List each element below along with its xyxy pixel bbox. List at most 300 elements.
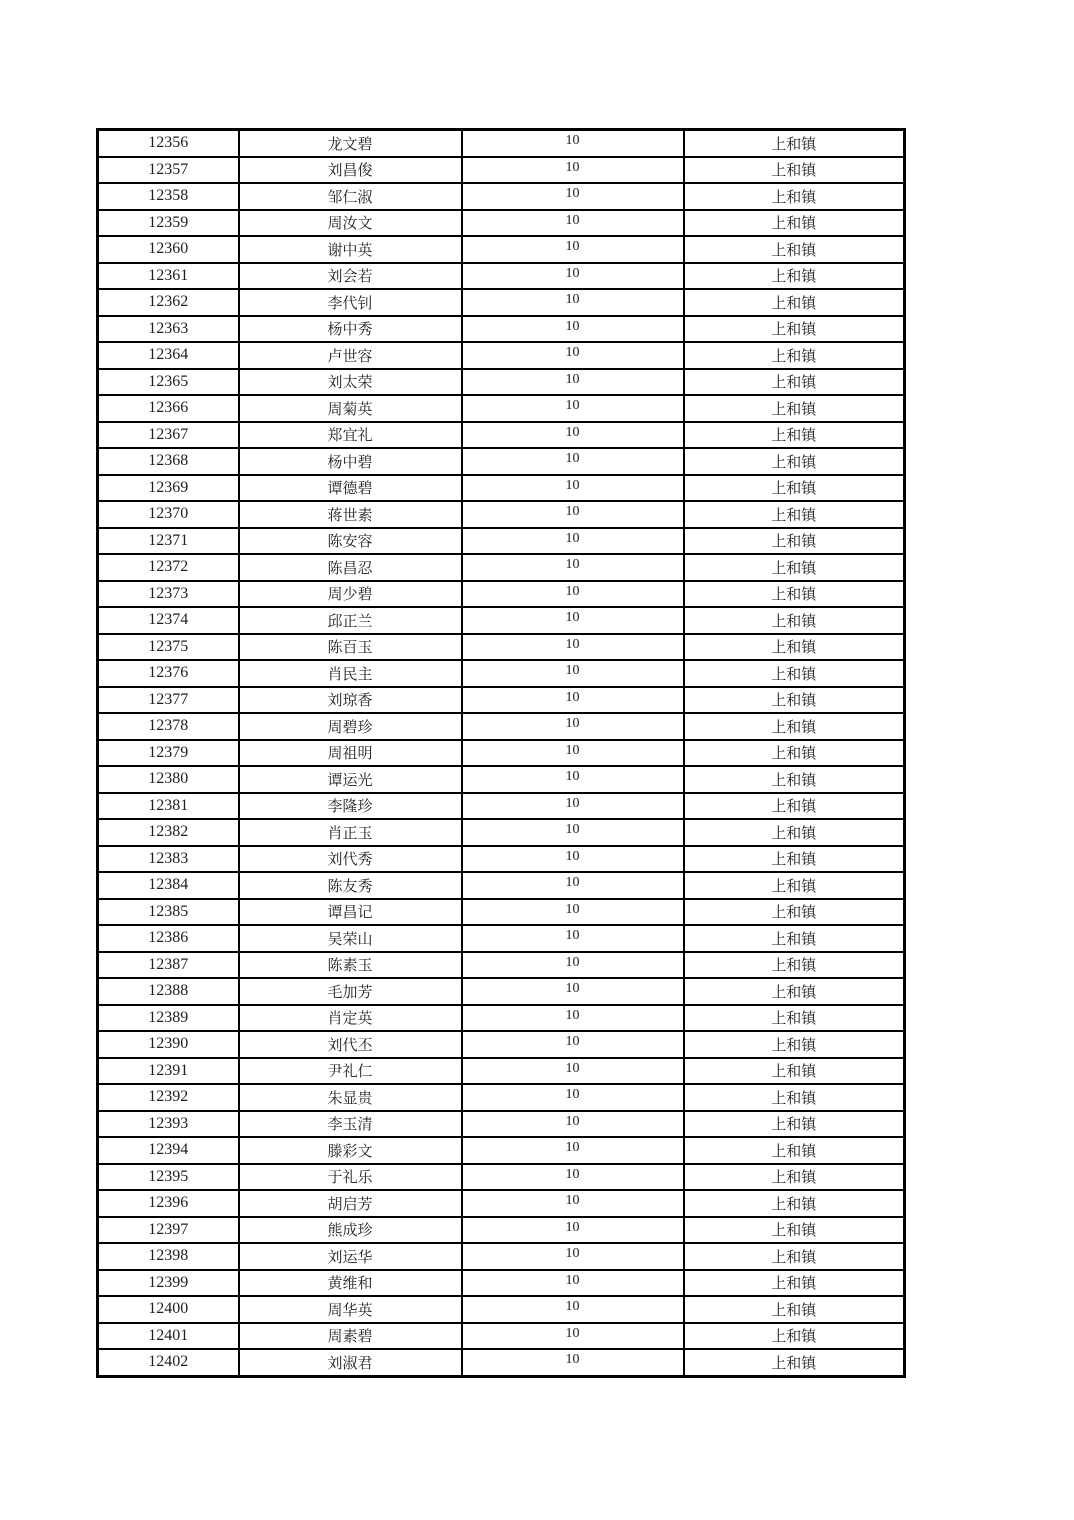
name-text: 卢世容	[327, 348, 373, 365]
cell-id	[98, 1217, 239, 1244]
id-text: 12391	[148, 1061, 189, 1079]
cell-town	[684, 501, 905, 528]
cell-town	[684, 289, 905, 316]
id-text: 12383	[148, 849, 189, 867]
cell-value	[462, 713, 684, 740]
cell-town	[684, 157, 905, 184]
table-row	[98, 316, 905, 343]
cell-id	[98, 210, 239, 237]
value-text: 10	[565, 398, 580, 414]
id-text: 12400	[148, 1300, 189, 1318]
town-text: 上和镇	[771, 1249, 817, 1266]
table-row	[98, 687, 905, 714]
cell-town	[684, 952, 905, 979]
id-text: 12390	[148, 1035, 189, 1053]
cell-name	[239, 130, 462, 157]
table-row	[98, 369, 905, 396]
table-row	[98, 925, 905, 952]
cell-name	[239, 1217, 462, 1244]
value-text: 10	[565, 1219, 580, 1235]
id-text: 12380	[148, 770, 189, 788]
cell-town	[684, 395, 905, 422]
id-text: 12360	[148, 240, 189, 258]
value-text: 10	[565, 159, 580, 175]
table-row	[98, 1323, 905, 1350]
table-row	[98, 978, 905, 1005]
town-text: 上和镇	[771, 269, 817, 286]
value-text: 10	[565, 345, 580, 361]
table-row	[98, 1111, 905, 1138]
cell-id	[98, 1137, 239, 1164]
town-text: 上和镇	[771, 428, 817, 445]
id-text: 12358	[148, 187, 189, 205]
cell-town	[684, 422, 905, 449]
value-text: 10	[565, 557, 580, 573]
name-text: 周少碧	[327, 587, 373, 604]
value-text: 10	[565, 795, 580, 811]
cell-name	[239, 316, 462, 343]
value-text: 10	[565, 292, 580, 308]
cell-name	[239, 369, 462, 396]
cell-name	[239, 1031, 462, 1058]
name-text: 陈昌忍	[327, 560, 373, 577]
cell-name	[239, 1084, 462, 1111]
table-row	[98, 289, 905, 316]
cell-id	[98, 130, 239, 157]
cell-id	[98, 1323, 239, 1350]
id-text: 12374	[148, 611, 189, 629]
id-text: 12366	[148, 399, 189, 417]
cell-id	[98, 157, 239, 184]
cell-town	[684, 1243, 905, 1270]
town-text: 上和镇	[771, 242, 817, 259]
cell-town	[684, 210, 905, 237]
cell-name	[239, 1243, 462, 1270]
cell-name	[239, 554, 462, 581]
table-row	[98, 766, 905, 793]
name-text: 肖正玉	[327, 825, 373, 842]
name-text: 陈友秀	[327, 878, 373, 895]
value-text: 10	[565, 1299, 580, 1315]
table-row	[98, 528, 905, 555]
cell-value	[462, 1031, 684, 1058]
id-text: 12395	[148, 1167, 189, 1185]
town-text: 上和镇	[771, 401, 817, 418]
cell-town	[684, 1137, 905, 1164]
cell-name	[239, 925, 462, 952]
value-text: 10	[565, 954, 580, 970]
cell-town	[684, 1111, 905, 1138]
town-text: 上和镇	[771, 799, 817, 816]
name-text: 谭昌记	[327, 905, 373, 922]
cell-town	[684, 1190, 905, 1217]
cell-town	[684, 819, 905, 846]
cell-town	[684, 740, 905, 767]
cell-town	[684, 1084, 905, 1111]
town-text: 上和镇	[771, 772, 817, 789]
name-text: 毛加芳	[327, 984, 373, 1001]
value-text: 10	[565, 1140, 580, 1156]
town-text: 上和镇	[771, 507, 817, 524]
name-text: 周祖明	[327, 746, 373, 763]
town-text: 上和镇	[771, 534, 817, 551]
cell-name	[239, 846, 462, 873]
town-text: 上和镇	[771, 1064, 817, 1081]
cell-name	[239, 448, 462, 475]
town-text: 上和镇	[771, 1329, 817, 1346]
cell-name	[239, 1111, 462, 1138]
value-text: 10	[565, 530, 580, 546]
value-text: 10	[565, 212, 580, 228]
cell-value	[462, 1190, 684, 1217]
cell-name	[239, 1005, 462, 1032]
cell-id	[98, 263, 239, 290]
town-text: 上和镇	[771, 189, 817, 206]
cell-value	[462, 793, 684, 820]
value-text: 10	[565, 265, 580, 281]
cell-id	[98, 687, 239, 714]
cell-id	[98, 1031, 239, 1058]
cell-id	[98, 1349, 239, 1376]
name-text: 朱显贵	[327, 1090, 373, 1107]
cell-town	[684, 1031, 905, 1058]
table-row	[98, 1243, 905, 1270]
cell-name	[239, 899, 462, 926]
cell-town	[684, 263, 905, 290]
value-text: 10	[565, 1193, 580, 1209]
table-row	[98, 1164, 905, 1191]
cell-value	[462, 130, 684, 157]
table-row	[98, 713, 905, 740]
cell-name	[239, 581, 462, 608]
cell-value	[462, 819, 684, 846]
cell-id	[98, 1164, 239, 1191]
town-text: 上和镇	[771, 216, 817, 233]
id-text: 12368	[148, 452, 189, 470]
cell-id	[98, 634, 239, 661]
id-text: 12378	[148, 717, 189, 735]
cell-id	[98, 448, 239, 475]
id-text: 12384	[148, 876, 189, 894]
cell-value	[462, 1349, 684, 1376]
cell-id	[98, 660, 239, 687]
id-text: 12399	[148, 1273, 189, 1291]
value-text: 10	[565, 636, 580, 652]
cell-name	[239, 952, 462, 979]
cell-name	[239, 766, 462, 793]
name-text: 于礼乐	[327, 1170, 373, 1187]
town-text: 上和镇	[771, 825, 817, 842]
cell-town	[684, 846, 905, 873]
name-text: 熊成珍	[327, 1223, 373, 1240]
cell-value	[462, 501, 684, 528]
value-text: 10	[565, 1007, 580, 1023]
name-text: 陈百玉	[327, 640, 373, 657]
value-text: 10	[565, 822, 580, 838]
cell-value	[462, 607, 684, 634]
town-text: 上和镇	[771, 1011, 817, 1028]
cell-id	[98, 952, 239, 979]
cell-value	[462, 210, 684, 237]
town-text: 上和镇	[771, 1117, 817, 1134]
town-text: 上和镇	[771, 905, 817, 922]
table-row	[98, 872, 905, 899]
cell-name	[239, 183, 462, 210]
cell-name	[239, 1058, 462, 1085]
table-row	[98, 236, 905, 263]
cell-value	[462, 952, 684, 979]
cell-name	[239, 660, 462, 687]
name-text: 刘运华	[327, 1249, 373, 1266]
cell-name	[239, 1164, 462, 1191]
town-text: 上和镇	[771, 1302, 817, 1319]
town-text: 上和镇	[771, 560, 817, 577]
town-text: 上和镇	[771, 1196, 817, 1213]
table-row	[98, 130, 905, 157]
cell-id	[98, 607, 239, 634]
cell-id	[98, 1243, 239, 1270]
id-text: 12401	[148, 1326, 189, 1344]
name-text: 邹仁淑	[327, 189, 373, 206]
id-text: 12373	[148, 584, 189, 602]
value-text: 10	[565, 477, 580, 493]
cell-town	[684, 130, 905, 157]
town-text: 上和镇	[771, 322, 817, 339]
cell-id	[98, 793, 239, 820]
town-text: 上和镇	[771, 613, 817, 630]
value-text: 10	[565, 451, 580, 467]
name-text: 刘琼香	[327, 693, 373, 710]
cell-id	[98, 236, 239, 263]
cell-name	[239, 978, 462, 1005]
cell-value	[462, 1164, 684, 1191]
cell-name	[239, 210, 462, 237]
town-text: 上和镇	[771, 1355, 817, 1372]
table-row	[98, 660, 905, 687]
town-text: 上和镇	[771, 878, 817, 895]
cell-town	[684, 316, 905, 343]
cell-town	[684, 607, 905, 634]
cell-town	[684, 872, 905, 899]
id-text: 12369	[148, 478, 189, 496]
cell-value	[462, 475, 684, 502]
value-text: 10	[565, 1087, 580, 1103]
cell-value	[462, 687, 684, 714]
cell-value	[462, 846, 684, 873]
town-text: 上和镇	[771, 958, 817, 975]
name-text: 郑宜礼	[327, 428, 373, 445]
cell-id	[98, 1058, 239, 1085]
cell-town	[684, 1058, 905, 1085]
town-text: 上和镇	[771, 719, 817, 736]
town-text: 上和镇	[771, 1143, 817, 1160]
town-text: 上和镇	[771, 1090, 817, 1107]
cell-id	[98, 289, 239, 316]
table-row	[98, 846, 905, 873]
cell-town	[684, 475, 905, 502]
name-text: 蒋世素	[327, 507, 373, 524]
cell-town	[684, 1296, 905, 1323]
table-row	[98, 1084, 905, 1111]
cell-name	[239, 713, 462, 740]
cell-id	[98, 1111, 239, 1138]
cell-id	[98, 554, 239, 581]
cell-town	[684, 554, 905, 581]
cell-name	[239, 1270, 462, 1297]
cell-value	[462, 183, 684, 210]
cell-name	[239, 395, 462, 422]
cell-value	[462, 1243, 684, 1270]
id-text: 12379	[148, 743, 189, 761]
cell-town	[684, 1164, 905, 1191]
cell-town	[684, 528, 905, 555]
value-text: 10	[565, 663, 580, 679]
name-text: 陈安容	[327, 534, 373, 551]
id-text: 12377	[148, 690, 189, 708]
cell-name	[239, 740, 462, 767]
table-row	[98, 210, 905, 237]
id-text: 12398	[148, 1247, 189, 1265]
cell-value	[462, 263, 684, 290]
name-text: 尹礼仁	[327, 1064, 373, 1081]
name-text: 谢中英	[327, 242, 373, 259]
value-text: 10	[565, 1272, 580, 1288]
cell-name	[239, 475, 462, 502]
name-text: 刘太荣	[327, 375, 373, 392]
name-text: 滕彩文	[327, 1143, 373, 1160]
cell-value	[462, 236, 684, 263]
town-text: 上和镇	[771, 931, 817, 948]
value-text: 10	[565, 1166, 580, 1182]
value-text: 10	[565, 239, 580, 255]
data-table	[96, 128, 906, 1378]
cell-id	[98, 1270, 239, 1297]
cell-value	[462, 581, 684, 608]
cell-value	[462, 1058, 684, 1085]
cell-id	[98, 819, 239, 846]
name-text: 吴荣山	[327, 931, 373, 948]
cell-name	[239, 1137, 462, 1164]
cell-value	[462, 1217, 684, 1244]
cell-town	[684, 342, 905, 369]
cell-name	[239, 236, 462, 263]
value-text: 10	[565, 1246, 580, 1262]
table-row	[98, 263, 905, 290]
value-text: 10	[565, 1325, 580, 1341]
town-text: 上和镇	[771, 852, 817, 869]
cell-id	[98, 740, 239, 767]
cell-value	[462, 1137, 684, 1164]
cell-name	[239, 607, 462, 634]
value-text: 10	[565, 610, 580, 626]
table-row	[98, 1137, 905, 1164]
town-text: 上和镇	[771, 640, 817, 657]
town-text: 上和镇	[771, 1037, 817, 1054]
cell-town	[684, 1270, 905, 1297]
table-row	[98, 157, 905, 184]
cell-name	[239, 289, 462, 316]
town-text: 上和镇	[771, 693, 817, 710]
name-text: 周碧珍	[327, 719, 373, 736]
name-text: 李玉清	[327, 1117, 373, 1134]
table-row	[98, 1031, 905, 1058]
table-row	[98, 1270, 905, 1297]
table-row	[98, 1005, 905, 1032]
name-text: 刘昌俊	[327, 163, 373, 180]
name-text: 胡启芳	[327, 1196, 373, 1213]
table-row	[98, 395, 905, 422]
id-text: 12388	[148, 982, 189, 1000]
id-text: 12397	[148, 1220, 189, 1238]
cell-name	[239, 793, 462, 820]
id-text: 12387	[148, 955, 189, 973]
cell-id	[98, 581, 239, 608]
cell-id	[98, 1005, 239, 1032]
name-text: 李代钊	[327, 295, 373, 312]
cell-town	[684, 660, 905, 687]
cell-name	[239, 157, 462, 184]
id-text: 12362	[148, 293, 189, 311]
cell-id	[98, 183, 239, 210]
value-text: 10	[565, 901, 580, 917]
name-text: 刘淑君	[327, 1355, 373, 1372]
cell-value	[462, 1005, 684, 1032]
cell-value	[462, 316, 684, 343]
cell-id	[98, 316, 239, 343]
table-row	[98, 183, 905, 210]
value-text: 10	[565, 1034, 580, 1050]
value-text: 10	[565, 769, 580, 785]
cell-town	[684, 581, 905, 608]
town-text: 上和镇	[771, 295, 817, 312]
cell-town	[684, 978, 905, 1005]
name-text: 杨中碧	[327, 454, 373, 471]
town-text: 上和镇	[771, 1223, 817, 1240]
value-text: 10	[565, 1352, 580, 1368]
id-text: 12361	[148, 266, 189, 284]
value-text: 10	[565, 928, 580, 944]
town-text: 上和镇	[771, 1276, 817, 1293]
cell-value	[462, 157, 684, 184]
cell-value	[462, 1323, 684, 1350]
town-text: 上和镇	[771, 136, 817, 153]
value-text: 10	[565, 1060, 580, 1076]
id-text: 12375	[148, 637, 189, 655]
cell-value	[462, 634, 684, 661]
cell-id	[98, 846, 239, 873]
cell-value	[462, 448, 684, 475]
cell-name	[239, 1296, 462, 1323]
town-text: 上和镇	[771, 348, 817, 365]
name-text: 杨中秀	[327, 322, 373, 339]
cell-value	[462, 1296, 684, 1323]
cell-id	[98, 1296, 239, 1323]
cell-name	[239, 687, 462, 714]
name-text: 邱正兰	[327, 613, 373, 630]
cell-town	[684, 236, 905, 263]
name-text: 刘代秀	[327, 852, 373, 869]
cell-value	[462, 660, 684, 687]
table-row	[98, 1217, 905, 1244]
value-text: 10	[565, 424, 580, 440]
id-text: 12363	[148, 319, 189, 337]
cell-name	[239, 1349, 462, 1376]
cell-id	[98, 342, 239, 369]
cell-name	[239, 872, 462, 899]
town-text: 上和镇	[771, 746, 817, 763]
value-text: 10	[565, 583, 580, 599]
cell-name	[239, 634, 462, 661]
